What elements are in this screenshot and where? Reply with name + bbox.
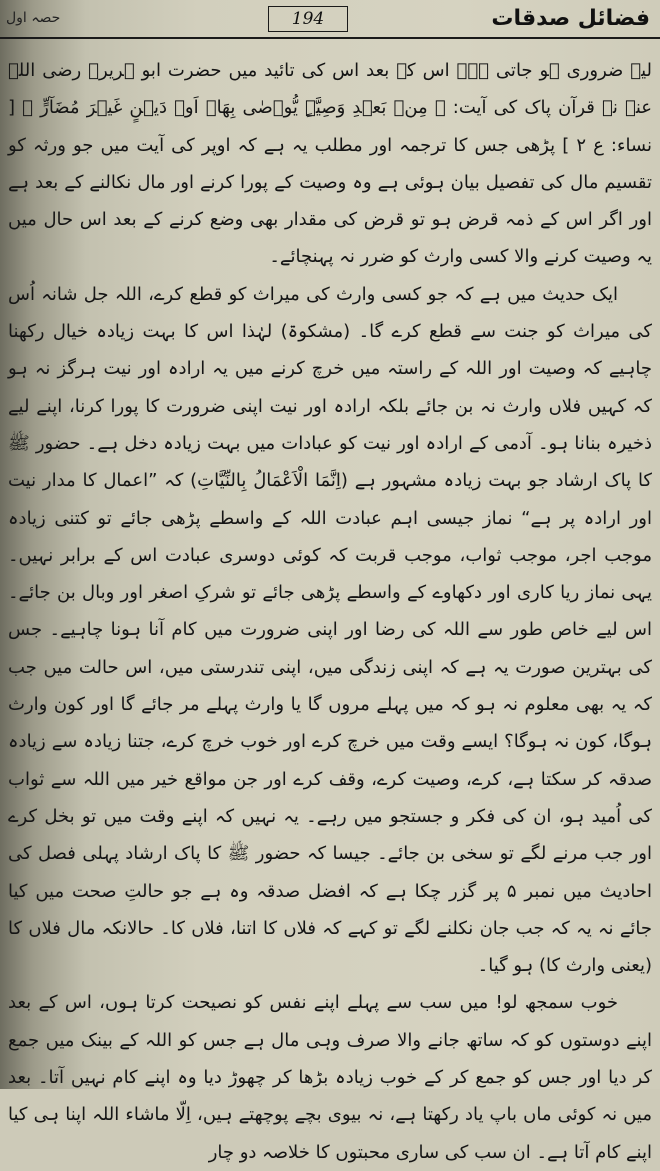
header-divider [0,37,660,39]
paragraph-advice: خوب سمجھ لو! میں سب سے پہلے اپنے نفس کو نصیحت کرتا ہوں، اس کے بعد اپنے دوستوں کو کہ ساتھ جانے والا صرف وہی مال ہے جس کو اللہ کے بینک میں جمع کر دیا اور جس کو جمع کر کے خوب زیادہ بڑھا کر چھوڑ دیا وہ اپنے کام نہیں آتا۔ بعد میں نہ کوئی ماں باپ یاد رکھتا ہے، نہ بیوی بچے پوچھتے ہیں، اِلّا ماشاء اللہ اپنا ہی کیا اپنے کام آتا ہے۔ ان سب کی ساری محبتوں کا خلاصہ دو چار [8,992,652,1163]
part-label: حصہ اول [6,10,61,26]
page-number: 194 [268,6,348,32]
book-title: فضائل صدقات [491,6,650,31]
page-header [0,0,660,40]
paragraph-hadith-inheritance: ایک حدیث میں ہے کہ جو کسی وارث کی میراث کو قطع کرے، اللہ جل شانہ اُس کی میراث کو جنت سے قطع کرے گا۔ (مشکوۃ) لہٰذا اس کا بہت زیادہ خیال رکھنا چاہیے کہ وصیت اور اللہ کے راستہ میں خرچ کرنے میں یہ ارادہ اور نیت ہرگز نہ ہو کہ کہیں فلاں وارث نہ بن جائے بلکہ ارادہ اور نیت اپنی ضرورت کا پورا کرنا، اپنے لیے ذخیرہ بنانا ہو۔ آدمی کے ارادہ اور نیت کو عبادات میں بہت زیادہ دخل ہے۔ حضور ﷺ کا پاک ارشاد جو بہت زیادہ مشہور ہے (اِنَّمَا الْاَعْمَالُ بِالنِّیَّاتِ) کہ ”اعمال کا مدار نیت اور ارادہ پر ہے“ نماز جیسی اہم عبادت اللہ کے واسطے پڑھی جائے تو کتنی زیادہ موجب اجر، موجب ثواب، موجب قربت کہ کوئی دوسری عبادت اس کے برابر نہیں۔ یہی نماز ریا کاری اور دکھاوے کے واسطے پڑھی جائے تو شرکِ اصغر اور وبال بن جائے۔ اس لیے خاص طور سے اللہ کی رضا اور اپنی ضرورت میں کام آنا ہونا چاہیے۔ جس کی بہترین صورت یہ ہے کہ اپنی زندگی میں، اپنی تندرستی میں، اس حالت میں جب کہ یہ بھی معلوم نہ ہو کہ میں پہلے مروں گا یا وارث پہلے مر جائے گا اور کون وارث ہوگا، کون نہ ہوگا؟ ایسے وقت میں خرچ کرے اور خوب خرچ کرے، جتنا زیادہ سے زیادہ صدقہ کر سکتا ہے، کرے، وصیت کرے، وقف کرے اور جن مواقع خیر میں اللہ سے ثواب کی اُمید ہو، ان کی فکر و جستجو میں رہے۔ یہ نہیں کہ اپنے وقت میں تو بخل کرے اور جب مرنے لگے تو سخی بن جائے۔ جیسا کہ حضور ﷺ کا پاک ارشاد پہلی فصل کی احادیث میں نمبر ۵ پر گزر چکا ہے کہ افضل صدقہ وہ ہے جو حالتِ صحت میں کیا جائے نہ یہ کہ جب جان نکلنے لگے تو کہے کہ فلاں کا اتنا، فلاں کا۔ حالانکہ مال فلاں کا (یعنی وارث کا) ہو گیا۔ [8,283,653,977]
paragraph-will-and-debt: لیے ضروری ہو جاتی ہے۔ اس کے بعد اس کی تائید میں حضرت ابو ہریرہ رضی اللہ عنہ نے قرآن پاک کی آیت: ﴿ مِنۡ بَعۡدِ وَصِیَّۃٍ یُّوۡصٰی بِهَاۤ اَوۡ دَیۡنٍ غَیۡرَ مُضَآرٍّ ﴾ [ نساء: ع ۲ ] پڑھی جس کا ترجمہ اور مطلب یہ ہے کہ اوپر کی آیت میں جو ورثہ کو تقسیم مال کی تفصیل بیان ہوئی ہے وہ وصیت کے پورا کرنے اور مال نکالنے کے بعد ہے اور اگر اس کے ذمہ قرض ہو تو قرض کی مقدار بھی وضع کرنے کے بعد اس حال میں یہ وصیت کرنے والا کسی وارث کو ضرر نہ پہنچائے۔ [8,60,652,268]
body-text [8,52,653,1163]
